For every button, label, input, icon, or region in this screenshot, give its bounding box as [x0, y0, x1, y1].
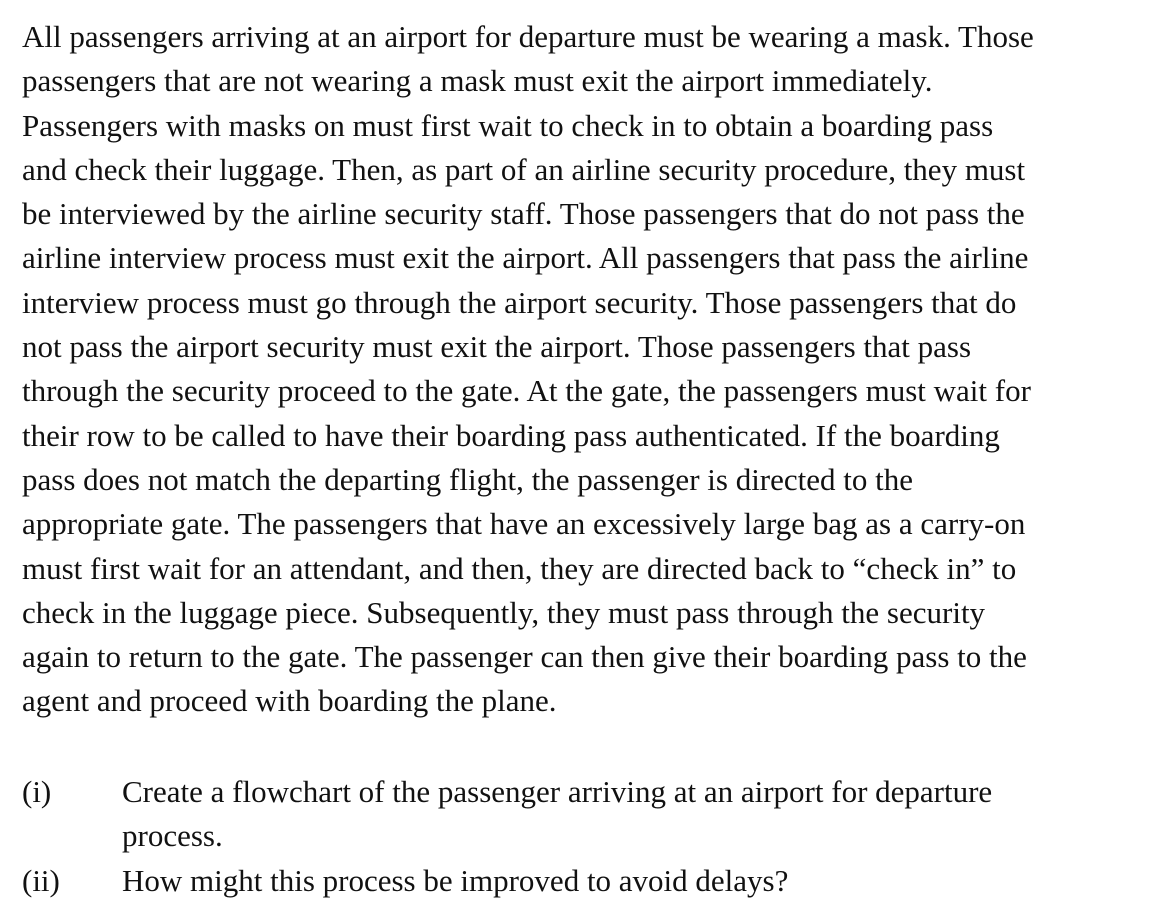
passage-line: again to return to the gate. The passenger can then give their boarding pass to the	[22, 639, 1027, 675]
passage-line: be interviewed by the airline security staff. Those passengers that do not pass the	[22, 196, 1025, 232]
question-line: Create a flowchart of the passenger arriving at an airport for departure	[122, 774, 993, 809]
passage-line: and check their luggage. Then, as part of an airline security procedure, they must	[22, 151, 1026, 187]
passage-line: through the security proceed to the gate. At the gate, the passengers must wait for	[22, 373, 1031, 409]
question-line: process.	[122, 818, 223, 854]
question-item	[22, 859, 1142, 903]
passage-line: not pass the airport security must exit the airport. Those passengers that pass	[22, 329, 972, 365]
passage-line: agent and proceed with boarding the plane.	[22, 683, 557, 719]
question-list	[22, 770, 1142, 903]
passage-line: All passengers arriving at an airport for departure must be wearing a mask. Those	[22, 19, 1034, 54]
question-number: (ii)	[22, 862, 60, 898]
passage-line: must first wait for an attendant, and then, they are directed back to “check in” to	[22, 550, 1017, 586]
passage-line: pass does not match the departing flight, the passenger is directed to the	[22, 461, 914, 497]
question-text	[122, 770, 1142, 859]
question-number: (i)	[22, 774, 52, 809]
passage-line: interview process must go through the airport security. Those passengers that do	[22, 284, 1017, 320]
question-line: How might this process be improved to avoid delays?	[122, 862, 789, 898]
question-text	[122, 859, 1142, 903]
passage-line: Passengers with masks on must first wait to check in to obtain a boarding pass	[22, 107, 994, 143]
question-item	[22, 770, 1142, 859]
passage-line: check in the luggage piece. Subsequently, they must pass through the security	[22, 594, 986, 630]
passage-line: appropriate gate. The passengers that have an excessively large bag as a carry-on	[22, 506, 1026, 542]
passage-line: their row to be called to have their boarding pass authenticated. If the boarding	[22, 417, 1000, 453]
passage-line: airline interview process must exit the airport. All passengers that pass the airline	[22, 240, 1029, 276]
passage-paragraph	[22, 15, 1158, 724]
passage-line: passengers that are not wearing a mask must exit the airport immediately.	[22, 63, 933, 99]
